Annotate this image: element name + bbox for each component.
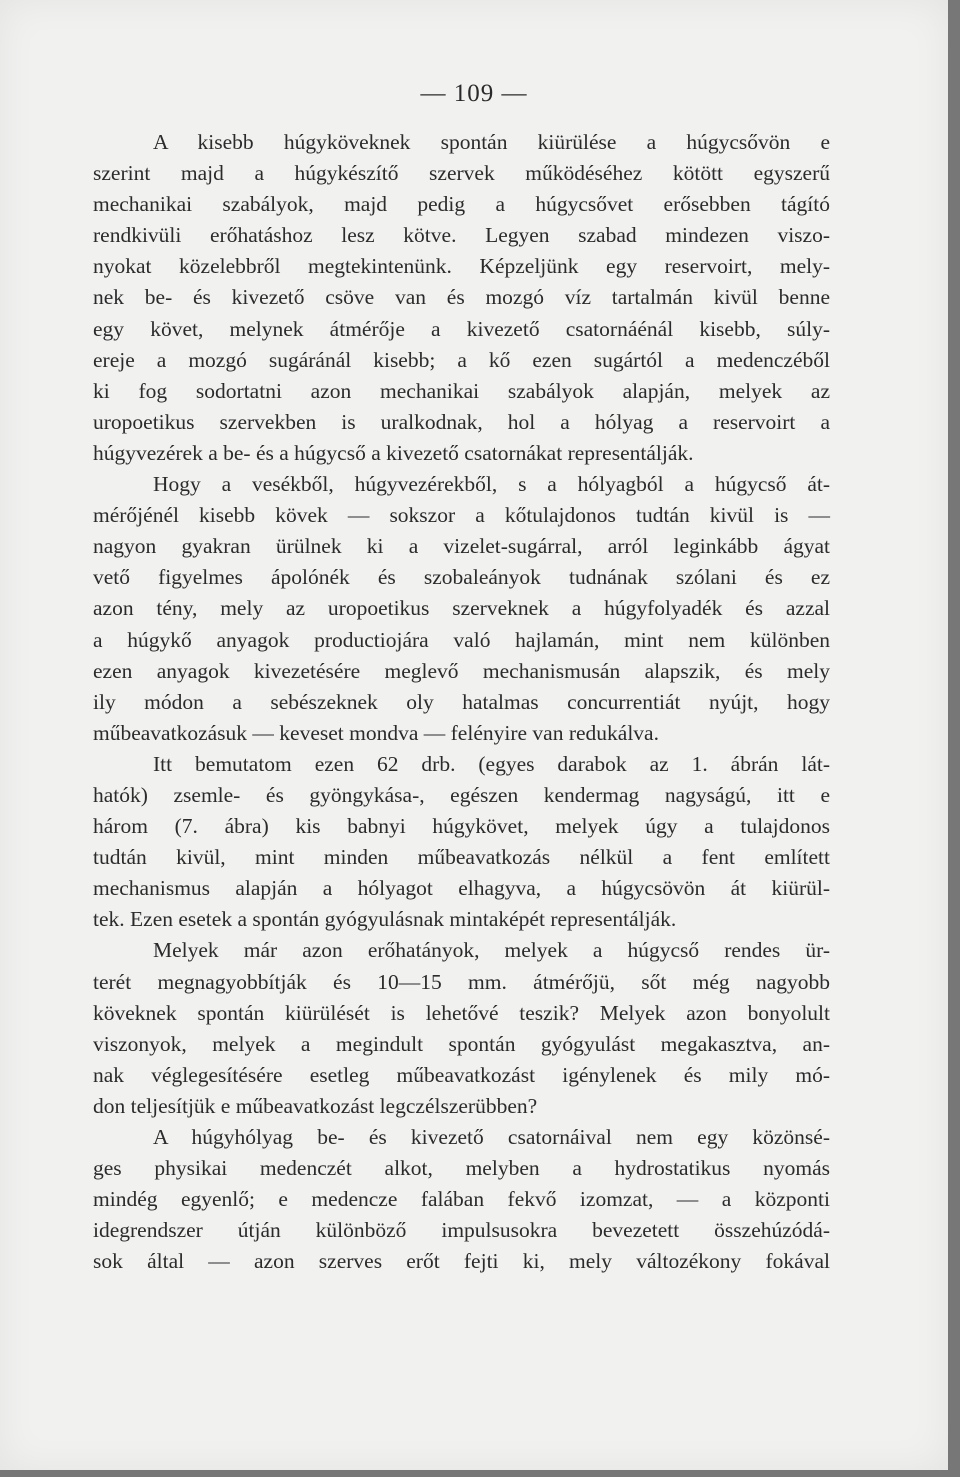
- text-line: azon tény, mely az uropoetikus szerveknek a húgyfolyadék és azzal: [93, 596, 830, 621]
- text-line: tudtán kivül, mint minden műbeavatkozás nélkül a fent említett: [93, 845, 830, 870]
- text-line: ges physikai medenczét alkot, melyben a hydrostatikus nyomás: [93, 1156, 830, 1181]
- text-line: ki fog sodortatni azon mechanikai szabályok alapján, melyek az: [93, 378, 830, 403]
- text-line: don teljesítjük e műbeavatkozást legczélszerübben?: [93, 1093, 538, 1118]
- text-line: A kisebb húgyköveknek spontán kiürülése a húgycsővön e: [153, 130, 830, 154]
- text-line: nyokat közelebbről megtekintenünk. Képzeljünk egy reservoirt, mely-: [93, 254, 830, 279]
- text-line: Itt bemutatom ezen 62 drb. (egyes darabok az 1. ábrán lát-: [153, 751, 830, 776]
- text-line: rendkivüli erőhatáshoz lesz kötve. Legyen szabad mindezen viszo-: [93, 223, 830, 248]
- text-line: mechanikai szabályok, majd pedig a húgycsővet erősebben tágító: [93, 192, 830, 217]
- text-line: Hogy a vesékből, húgyvezérekből, s a hólyagból a húgycső át-: [153, 472, 830, 497]
- text-line: uropoetikus szervekben is uralkodnak, hol a hólyag a reservoirt a: [93, 409, 830, 434]
- text-line: műbeavatkozásuk — keveset mondva — felényire van redukálva.: [93, 720, 659, 745]
- text-line: három (7. ábra) kis babnyi húgykövet, melyek úgy a tulajdonos: [93, 814, 830, 839]
- body-text: [93, 127, 830, 1277]
- text-line: mindég egyenlő; e medencze falában fekvő izomzat, — a központi: [93, 1187, 830, 1212]
- text-line: köveknek spontán kiürülését is lehetővé teszik? Melyek azon bonyolult: [93, 1000, 830, 1025]
- text-line: mérőjénél kisebb kövek — sokszor a kőtulajdonos tudtán kivül is —: [93, 503, 830, 528]
- text-line: sok által — azon szerves erőt fejti ki, mely változékony fokával: [93, 1249, 830, 1274]
- text-line: Melyek már azon erőhatányok, melyek a húgycső rendes ür-: [153, 938, 830, 963]
- text-line: idegrendszer útján különböző impulsusokra bevezetett összehúzódá-: [93, 1218, 830, 1243]
- text-line: nek be- és kivezető csöve van és mozgó víz tartalmán kivül benne: [93, 285, 830, 310]
- text-line: tek. Ezen esetek a spontán gyógyulásnak mintaképét representálják.: [93, 907, 677, 932]
- scan-border-right: [948, 0, 960, 1477]
- text-line: ereje a mozgó sugáránál kisebb; a kő ezen sugártól a medenczéből: [93, 347, 830, 372]
- text-line: nak véglegesítésére esetleg műbeavatkozást igénylenek és mily mó-: [93, 1062, 830, 1087]
- text-line: viszonyok, melyek a megindult spontán gyógyulást megakasztva, an-: [93, 1031, 830, 1056]
- text-line: a húgykő anyagok productiojára való hajlamán, mint nem különben: [93, 627, 830, 652]
- text-line: A húgyhólyag be- és kivezető csatornáival nem egy közönsé-: [153, 1125, 830, 1149]
- text-line: szerint majd a húgykészítő szervek működéséhez kötött egyszerű: [93, 161, 830, 186]
- page-number-header: — 109 —: [420, 80, 528, 107]
- scan-border-bottom: [0, 1470, 960, 1477]
- text-line: hatók) zsemle- és gyöngykása-, egészen kendermag nagyságú, itt e: [93, 782, 830, 807]
- text-line: terét megnagyobbítják és 10—15 mm. átmérőjü, sőt még nagyobb: [93, 969, 830, 994]
- text-line: ily módon a sebészeknek oly hatalmas concurrentiát nyújt, hogy: [93, 689, 830, 714]
- text-line: nagyon gyakran ürülnek ki a vizelet-sugárral, arról leginkább ágyat: [93, 534, 830, 559]
- text-line: mechanismus alapján a hólyagot elhagyva, a húgycsövön át kiürül-: [93, 876, 830, 901]
- text-line: ezen anyagok kivezetésére meglevő mechanismusán alapszik, és mely: [93, 658, 830, 683]
- text-line: vető figyelmes ápolónék és szobaleányok tudnának szólani és ez: [93, 565, 830, 590]
- text-line: húgyvezérek a be- és a húgycső a kivezető csatornákat representálják.: [93, 440, 694, 465]
- text-line: egy követ, melynek átmérője a kivezető csatornáénál kisebb, súly-: [93, 316, 830, 341]
